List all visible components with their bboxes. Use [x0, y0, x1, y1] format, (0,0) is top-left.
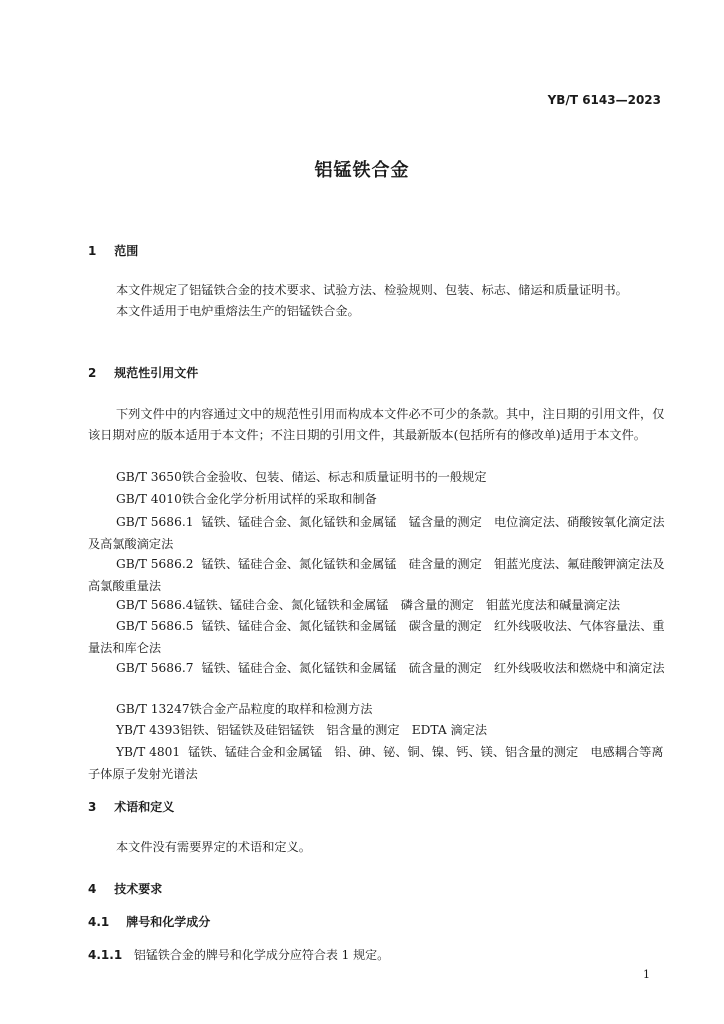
reference-code: GB/T 3650 [116, 470, 182, 484]
reference-item [88, 615, 666, 659]
reference-item [116, 490, 377, 507]
terms-paragraph: 本文件没有需要界定的术语和定义。 [116, 840, 311, 854]
reference-code: YB/T 4393 [116, 723, 181, 737]
reference-item [88, 511, 666, 555]
reference-title: 锰铁、锰硅合金、氮化锰铁和金属锰 硫含量的测定 红外线吸收法和燃烧中和滴定法 [201, 661, 665, 675]
references-intro: 下列文件中的内容通过文中的规范性引用而构成本文件必不可少的条款。其中，注日期的引用文件，仅该日期对应的版本适用于本文件；不注日期的引用文件，其最新版本(包括所有的修改单)适用于本文件。 [88, 407, 665, 442]
clause-4-1-1 [88, 946, 389, 963]
reference-code: GB/T 5686.1 [116, 515, 194, 529]
section-1-heading [88, 242, 138, 259]
reference-code: GB/T 13247 [116, 702, 190, 716]
page-number: 1 [643, 968, 650, 981]
reference-code: GB/T 5686.2 [116, 557, 194, 571]
reference-item [116, 596, 620, 613]
scope-paragraph-2: 本文件适用于电炉重熔法生产的铝锰铁合金。 [116, 304, 360, 318]
reference-title: 锰铁、锰硅合金、氮化锰铁和金属锰 碳含量的测定 红外线吸收法、气体容量法、重量法和库仑法 [88, 619, 665, 655]
reference-title: 锰铁、锰硅合金、氮化锰铁和金属锰 硅含量的测定 钼蓝光度法、氟硅酸钾滴定法及高氯酸重量法 [88, 557, 665, 593]
reference-code: GB/T 5686.4 [116, 598, 194, 612]
section-title: 牌号和化学成分 [126, 915, 211, 929]
section-title: 技术要求 [114, 882, 163, 896]
reference-title: 锰铁、锰硅合金和金属锰 铅、砷、铋、铜、镍、钙、镁、铝含量的测定 电感耦合等离子体原子发射光谱法 [88, 745, 664, 781]
section-2-heading [88, 364, 198, 381]
section-number: 3 [88, 800, 97, 814]
reference-title: 铁合金化学分析用试样的采取和制备 [181, 492, 377, 506]
reference-title: 铁合金产品粒度的取样和检测方法 [189, 702, 373, 716]
reference-item [116, 468, 487, 485]
scope-paragraph-1: 本文件规定了铝锰铁合金的技术要求、试验方法、检验规则、包装、标志、储运和质量证明书。 [116, 283, 628, 297]
section-number: 4.1 [88, 915, 110, 929]
section-4-heading [88, 880, 162, 897]
reference-item [88, 657, 666, 679]
reference-code: YB/T 4801 [116, 745, 181, 759]
clause-text: 铝锰铁合金的牌号和化学成分应符合表 1 规定。 [133, 948, 390, 962]
reference-code: GB/T 4010 [116, 492, 182, 506]
standard-number: YB/T 6143—2023 [547, 93, 661, 107]
reference-item [116, 700, 372, 717]
reference-item [88, 741, 666, 785]
reference-title: 锰铁、锰硅合金、氮化锰铁和金属锰 锰含量的测定 电位滴定法、硝酸铵氧化滴定法及高氯酸滴定法 [88, 515, 665, 551]
reference-item [116, 721, 487, 738]
section-title: 术语和定义 [114, 800, 175, 814]
document-title: 铝锰铁合金 [314, 160, 410, 181]
subsection-4-1-heading [88, 913, 210, 930]
section-title: 范围 [114, 244, 139, 258]
clause-number: 4.1.1 [88, 948, 123, 962]
section-number: 2 [88, 366, 97, 380]
reference-code: GB/T 5686.7 [116, 661, 194, 675]
reference-title: 铁合金验收、包装、储运、标志和质量证明书的一般规定 [181, 470, 487, 484]
section-number: 1 [88, 244, 97, 258]
section-3-heading [88, 798, 174, 815]
reference-title: 锰铁、锰硅合金、氮化锰铁和金属锰 磷含量的测定 钼蓝光度法和碱量滴定法 [193, 598, 621, 612]
section-number: 4 [88, 882, 97, 896]
reference-item [88, 553, 666, 597]
section-title: 规范性引用文件 [114, 366, 199, 380]
reference-title: 铝铁、铝锰铁及硅铝锰铁 铝含量的测定 EDTA 滴定法 [180, 723, 488, 737]
reference-code: GB/T 5686.5 [116, 619, 194, 633]
